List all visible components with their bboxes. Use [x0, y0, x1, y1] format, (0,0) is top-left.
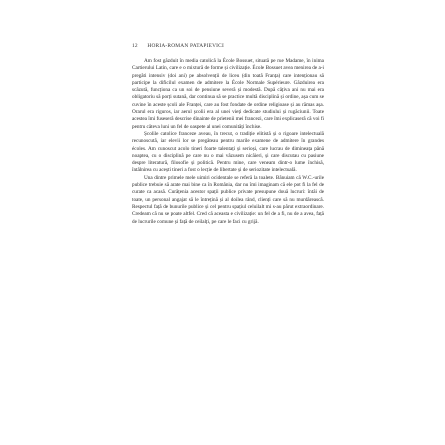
paragraph: Am fost găzduit în media catolică la École Bossuet, situată pe rue Madame, în inima Cartierului Latin, care e o mixtură de forme și civilizație. École Bossuet avea menirea de a-i pregăti intensiv (doi ani) pe absolvenții de liceu (din toată Franța) care intenționau să participe la dificilul examen de admitere la École Normale Supérieure. Găzduirea era scăzută, funcționa ca un soi de pensiune severă și modestă. După câțiva ani nu mai era obligatoriu să porți sutană, dar continua să se practice multă disciplină și ordine, așa cum se cuvine în aceste școli ale Franței, care au fost fondate de ordine religioase și au rămas așa. Orarul era riguros, iar aerul școlii era al unei vieți dedicate studiului și rugăciunii. Toate acestea îmi fuseseră descrise dinainte de prietenii mei francezi, care îmi explicaseră că voi fi pentru câteva luni un fel de oaspete al unei comunități închise. [132, 58, 324, 130]
running-title: HORIA-ROMAN PATAPIEVICI [147, 43, 224, 49]
paragraph: Una dintre primele mele uimiri ocidentale se referă la toalete. Bănuiam că W.C.-urile publice trebuie să arate mai bine ca în România, dar nu îmi imaginam că ele pot fi la fel de curate ca acasă. Curățenia acestor spații publice private presupune două lucruri: întâi de toate, un personal angajat să le întrețină și al doilea rând, clienți care să nu murdărească. Respectul față de bunurile publice și cel pentru spațiul celuilalt mi s-au părut extraordinare. Credeam că nu se poate altfel. Cred că aceasta e civilizație: un fel de a fi, nu de a avea, față de lucrurile comune și față de ceilalți, pe care le faci cu grijă. [132, 174, 324, 225]
page-number: 12 [132, 43, 138, 49]
running-header [132, 43, 224, 49]
paragraph: Școlile catolice franceze aveau, în trecut, o tradiție elitistă și o rigoare intelectuală recunoscută, iar elevii lor se pregăteau pentru marile examene de admitere în grandes écoles. Am cunoscut acolo tineri foarte talentați și serioși, care lucrau de dimineața până noaptea, cu o disciplină pe care nu o mai văzusem nicăieri, și care discutau cu pasiune despre literatură, filosofie și politică. Pentru mine, care veneam dintr-o lume închisă, întâlnirea cu acești tineri a fost o lecție de libertate și de seriozitate intelectuală. [132, 130, 324, 174]
body-text [132, 58, 324, 226]
